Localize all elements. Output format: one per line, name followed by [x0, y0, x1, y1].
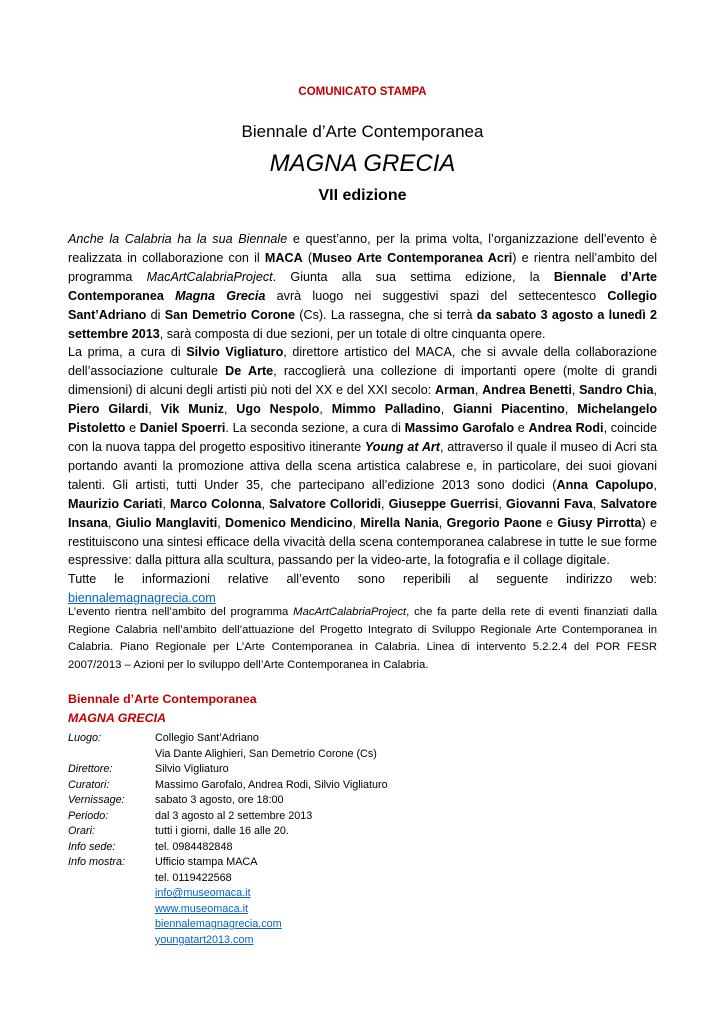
web-info-text: Tutte le informazioni relative all’evento sono reperibili al seguente indirizzo web:	[68, 572, 657, 587]
text-run: MACA	[264, 250, 303, 265]
text-run: Giuseppe Guerrisi	[388, 496, 499, 511]
text-run: San Demetrio Corone	[164, 307, 296, 322]
text-run: Domenico Mendicino	[225, 515, 353, 530]
info-row	[68, 917, 588, 933]
info-link[interactable]: youngatart2013.com	[155, 933, 254, 946]
info-value	[155, 917, 588, 933]
text-run: e	[541, 515, 558, 530]
text-run: Salvatore Insana	[68, 496, 658, 530]
info-row	[68, 871, 588, 887]
text-run: , direttore artistico del MACA, che si avvale della collaborazione dell’associazione culturale	[68, 345, 657, 379]
text-run: ,	[474, 383, 483, 398]
text-run: Maurizio Cariati	[68, 496, 163, 511]
info-row	[68, 840, 588, 856]
info-value: dal 3 agosto al 2 settembre 2013	[155, 809, 313, 822]
info-value: sabato 3 agosto, ore 18:00	[155, 794, 284, 806]
text-run: Daniel Spoerri	[139, 421, 226, 436]
info-value: Via Dante Alighieri, San Demetrio Corone (Cs)	[155, 747, 377, 760]
text-run: ,	[653, 383, 658, 398]
text-run: De Arte	[225, 364, 274, 379]
info-label	[68, 871, 155, 887]
info-value: Silvio Vigliaturo	[155, 763, 229, 775]
text-run: Vik Muniz	[160, 402, 224, 417]
info-row	[68, 762, 588, 778]
text-run: ,	[319, 402, 332, 417]
info-heading-1: Biennale d’Arte Contemporanea	[68, 692, 257, 706]
text-run: , coincide con la nuova tappa del progetto espositivo itinerante	[68, 421, 657, 454]
info-row	[68, 731, 588, 747]
text-run: , sarà composta di due sezioni, per un totale di oltre cinquanta opere.	[159, 326, 546, 341]
info-label: Periodo:	[68, 809, 109, 822]
text-run: ,	[217, 515, 226, 530]
info-label: Vernissage:	[68, 794, 125, 806]
text-run: Massimo Garofalo	[404, 421, 515, 436]
info-value	[155, 902, 588, 918]
text-run: di	[146, 307, 165, 322]
text-run: , raccoglierà una collezione di importanti opere (molte di grandi dimensioni) di alcuni degli artisti più noti del XX e del XXI secolo:	[68, 364, 658, 398]
text-run: MacArtCalabriaProject	[293, 606, 407, 618]
text-run: Mimmo Palladino	[331, 402, 441, 417]
info-label	[68, 902, 155, 918]
text-run: Gianni Piacentino	[453, 402, 565, 417]
text-run: . Giunta alla sua settima edizione, la	[272, 269, 554, 284]
info-row	[68, 809, 588, 825]
text-run: ,	[571, 383, 580, 398]
info-value: tel. 0119422568	[155, 871, 232, 884]
text-run	[164, 289, 175, 303]
text-run: ,	[498, 496, 507, 511]
info-label	[68, 747, 155, 763]
text-run: ) e restituiscono una sintesi efficace della vivacità della scena contemporanea calabrese in tutte le sue forme espressive: dalla pittura alla scultura, passando per la video-arte, la fotografia e il collage digitale.	[68, 515, 657, 568]
text-run: Silvio Vigliaturo	[186, 345, 284, 360]
text-run: ,	[438, 515, 447, 530]
info-row	[68, 747, 588, 763]
text-run: ,	[653, 477, 657, 492]
text-run: , attraverso il quale il museo di Acri sta portando avanti la promozione attiva della scena artistica calabrese e, in particolare, dei suoi giovani talenti. Gli artisti, tutti Under 35, che partecipano all’edizione 2013 sono dodici (	[68, 439, 657, 492]
text-run: ,	[162, 496, 170, 511]
title-line-3: VII edizione	[318, 187, 407, 204]
info-row	[68, 886, 588, 902]
info-value: Massimo Garofalo, Andrea Rodi, Silvio Vigliaturo	[155, 778, 388, 791]
text-run: La prima, a cura di	[68, 345, 187, 360]
paragraph-web-info	[68, 570, 657, 608]
text-run: Michelangelo Pistoletto	[68, 402, 658, 436]
info-rows	[68, 731, 588, 948]
text-run: Biennale d’Arte Contemporanea	[68, 269, 658, 303]
text-run: (	[302, 250, 313, 265]
text-run: ,	[440, 402, 454, 417]
text-run: Museo Arte Contemporanea Acri	[312, 250, 513, 265]
text-run: ,	[352, 515, 361, 530]
info-row	[68, 778, 588, 794]
text-run: Andrea Rodi	[528, 421, 604, 436]
text-run: Mirella Nania	[360, 515, 439, 530]
info-label: Curatori:	[68, 778, 110, 791]
paragraph-intro	[68, 230, 657, 343]
text-run: Anna Capolupo	[556, 477, 654, 492]
text-run: Piero Gilardi	[68, 402, 149, 417]
info-row	[68, 824, 588, 840]
text-run: Magna Grecia	[175, 288, 266, 303]
paragraph-sections	[68, 343, 657, 570]
text-run: (Cs). La rassegna, che si terrà	[295, 307, 477, 322]
info-link[interactable]: www.museomaca.it	[155, 902, 249, 915]
text-run: ,	[223, 402, 237, 417]
text-run: Collegio Sant’Adriano	[68, 288, 658, 322]
text-run: Young at Art	[364, 439, 441, 454]
info-value	[155, 886, 588, 902]
info-value: tutti i giorni, dalle 16 alle 20.	[155, 825, 289, 837]
text-run: Sandro Chia	[579, 383, 654, 398]
paragraph-funding	[68, 604, 657, 674]
text-run: e	[514, 421, 529, 436]
info-label	[68, 933, 155, 949]
text-run: Gregorio Paone	[446, 515, 542, 530]
info-link[interactable]: biennalemagnagrecia.com	[155, 918, 282, 930]
text-run: Marco Colonna	[169, 496, 262, 511]
text-run: avrà luogo nei suggestivi spazi del settecentesco	[265, 288, 608, 303]
text-run: ,	[592, 496, 601, 511]
info-label	[68, 886, 155, 902]
info-label: Luogo:	[68, 732, 102, 744]
info-label: Direttore:	[68, 763, 113, 775]
text-run: ,	[564, 402, 578, 417]
info-label: Info sede:	[68, 840, 116, 853]
text-run: ,	[381, 496, 389, 511]
text-run: Salvatore Colloridi	[269, 496, 382, 511]
title-line-1: Biennale d’Arte Contemporanea	[241, 122, 484, 141]
text-run: ) e rientra nell’ambito del programma	[68, 250, 658, 284]
kicker-label: COMUNICATO STAMPA	[298, 86, 427, 98]
info-value	[155, 933, 588, 949]
text-run: Giovanni Fava	[506, 496, 593, 511]
text-run: Giulio Manglaviti	[115, 515, 218, 530]
text-run: ,	[148, 402, 161, 417]
title-line-2: MAGNA GRECIA	[269, 150, 456, 177]
text-run: Anche la Calabria ha la sua Biennale	[68, 232, 288, 246]
info-block	[68, 692, 588, 948]
text-run: MacArtCalabriaProject	[146, 269, 273, 284]
info-row	[68, 933, 588, 949]
info-row	[68, 855, 588, 871]
info-link[interactable]: info@museomaca.it	[155, 887, 251, 899]
info-label: Info mostra:	[68, 856, 126, 868]
body-text	[68, 230, 657, 608]
info-label	[68, 917, 155, 933]
info-heading-2: MAGNA GRECIA	[68, 711, 166, 725]
info-label: Orari:	[68, 825, 95, 837]
info-row	[68, 902, 588, 918]
info-value: Ufficio stampa MACA	[155, 856, 258, 868]
info-value: Collegio Sant’Adriano	[155, 732, 259, 744]
website-link[interactable]: biennalemagnagrecia.com	[68, 591, 216, 606]
text-run: Arman	[434, 383, 475, 398]
info-row	[68, 793, 588, 809]
text-run: . La seconda sezione, a cura di	[225, 421, 405, 436]
text-run: ,	[107, 515, 116, 530]
text-run: L’evento rientra nell’ambito del programma	[68, 606, 294, 618]
text-run: , che fa parte della rete di eventi finanziati dalla Regione Calabria nell’ambito dell’attuazione del Progetto Integrato di Sviluppo Regionale Arte Contemporanea in Calabria. Piano Regionale per L’Arte Contemporanea in Calabria. Linea di intervento 5.2.2.4 del POR FESR 2007/2013 – Azioni per lo sviluppo dell’Arte Contemporanea in Calabria.	[68, 606, 657, 671]
text-run: Ugo Nespolo	[236, 402, 320, 417]
text-run: e quest’anno, per la prima volta, l’organizzazione dell’evento è realizzata in collaborazione con il	[68, 232, 657, 265]
text-run: Giusy Pirrotta	[557, 515, 642, 530]
text-run: e	[125, 421, 140, 436]
text-run: da sabato 3 agosto a lunedì 2 settembre 2013	[68, 307, 657, 341]
info-value: tel. 0984482848	[155, 840, 233, 853]
text-run: Andrea Benetti	[482, 383, 572, 398]
text-run: ,	[261, 496, 270, 511]
